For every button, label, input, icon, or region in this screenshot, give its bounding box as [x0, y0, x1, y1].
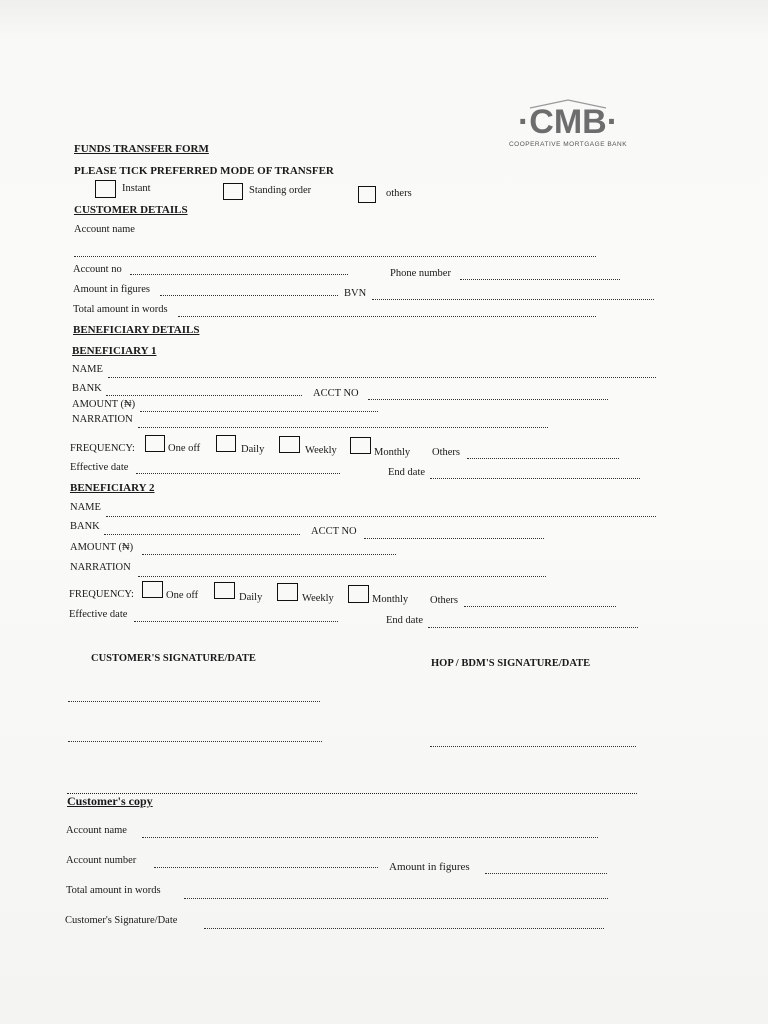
hop-signature-line[interactable]	[430, 746, 636, 747]
b2-one-off-label: One off	[166, 590, 199, 601]
b1-monthly-checkbox[interactable]	[350, 437, 371, 454]
bvn-field[interactable]	[372, 299, 654, 300]
phone-label: Phone number	[390, 268, 451, 279]
instant-label: Instant	[122, 183, 151, 194]
copy-account-name-label: Account name	[66, 825, 127, 836]
b1-acct-label: ACCT NO	[313, 388, 359, 399]
b1-name-field[interactable]	[108, 377, 656, 378]
b2-bank-label: BANK	[70, 521, 100, 532]
b1-weekly-checkbox[interactable]	[279, 436, 300, 453]
b1-amount-label: AMOUNT (₦)	[72, 399, 136, 410]
b2-weekly-label: Weekly	[302, 593, 334, 604]
b1-effective-label: Effective date	[70, 462, 129, 473]
b1-daily-label: Daily	[241, 444, 265, 455]
b2-monthly-checkbox[interactable]	[348, 585, 369, 603]
hop-signature-label: HOP / BDM'S SIGNATURE/DATE	[431, 658, 591, 669]
form-title: FUNDS TRANSFER FORM	[74, 143, 209, 155]
b2-name-label: NAME	[70, 502, 101, 513]
b2-frequency-label: FREQUENCY:	[69, 589, 134, 600]
b2-narration-label: NARRATION	[70, 562, 131, 573]
account-no-label: Account no	[73, 264, 122, 275]
amount-words-field[interactable]	[178, 316, 596, 317]
mode-heading: PLEASE TICK PREFERRED MODE OF TRANSFER	[74, 165, 334, 177]
b1-name-label: NAME	[72, 364, 103, 375]
b2-effective-field[interactable]	[134, 621, 338, 622]
copy-account-number-field[interactable]	[154, 867, 378, 868]
customer-details-heading: CUSTOMER DETAILS	[74, 204, 188, 216]
b2-daily-label: Daily	[239, 592, 263, 603]
b1-one-off-checkbox[interactable]	[145, 435, 165, 452]
bvn-label: BVN	[344, 288, 367, 299]
b2-acct-field[interactable]	[364, 538, 544, 539]
b2-one-off-checkbox[interactable]	[142, 581, 163, 598]
beneficiary-1-title: BENEFICIARY 1	[72, 345, 157, 357]
b2-bank-field[interactable]	[104, 534, 300, 535]
amount-figures-label: Amount in figures	[73, 284, 150, 295]
logo-subtitle: COOPERATIVE MORTGAGE BANK	[508, 141, 628, 148]
others-checkbox[interactable]	[358, 186, 376, 203]
standing-order-label: Standing order	[249, 185, 312, 196]
account-name-label: Account name	[74, 224, 135, 235]
logo-text: ·CMB·	[517, 103, 619, 141]
b2-narration-field[interactable]	[138, 576, 546, 577]
copy-amount-words-field[interactable]	[184, 898, 608, 899]
b1-others-field[interactable]	[467, 458, 619, 459]
b2-others-label: Others	[430, 595, 458, 606]
b1-acct-field[interactable]	[368, 399, 608, 400]
b1-narration-field[interactable]	[138, 427, 548, 428]
beneficiary-details-heading: BENEFICIARY DETAILS	[73, 324, 200, 336]
b1-one-off-label: One off	[168, 443, 201, 454]
b2-end-label: End date	[386, 615, 424, 626]
b1-narration-label: NARRATION	[72, 414, 133, 425]
copy-account-name-field[interactable]	[142, 837, 598, 838]
account-no-field[interactable]	[130, 274, 348, 275]
b1-bank-label: BANK	[72, 383, 102, 394]
customer-signature-line-1[interactable]	[68, 701, 320, 702]
b1-effective-field[interactable]	[136, 473, 340, 474]
b2-name-field[interactable]	[106, 516, 656, 517]
standing-order-checkbox[interactable]	[223, 183, 243, 200]
b1-others-label: Others	[432, 447, 460, 458]
amount-figures-field[interactable]	[160, 295, 338, 296]
b2-others-field[interactable]	[464, 606, 616, 607]
b2-end-field[interactable]	[428, 627, 638, 628]
b1-amount-field[interactable]	[140, 411, 378, 412]
copy-amount-words-label: Total amount in words	[66, 885, 161, 896]
b2-monthly-label: Monthly	[372, 594, 409, 605]
others-label: others	[386, 188, 412, 199]
b1-weekly-label: Weekly	[305, 445, 337, 456]
b2-weekly-checkbox[interactable]	[277, 583, 298, 601]
b1-end-field[interactable]	[430, 478, 640, 479]
b1-daily-checkbox[interactable]	[216, 435, 236, 452]
amount-words-label: Total amount in words	[73, 304, 168, 315]
customer-signature-label: CUSTOMER'S SIGNATURE/DATE	[91, 653, 256, 664]
phone-field[interactable]	[460, 279, 620, 280]
copy-amount-figures-label: Amount in figures	[389, 861, 470, 873]
b2-amount-label: AMOUNT (₦)	[70, 542, 134, 553]
b2-daily-checkbox[interactable]	[214, 582, 235, 599]
cmb-logo	[488, 103, 648, 153]
customer-signature-line-2[interactable]	[68, 741, 322, 742]
b1-monthly-label: Monthly	[374, 447, 411, 458]
copy-signature-field[interactable]	[204, 928, 604, 929]
b1-end-label: End date	[388, 467, 426, 478]
copy-account-number-label: Account number	[66, 855, 137, 866]
b2-acct-label: ACCT NO	[311, 526, 357, 537]
account-name-field[interactable]	[74, 256, 596, 257]
customers-copy-heading: Customer's copy	[67, 794, 153, 808]
copy-signature-label: Customer's Signature/Date	[65, 915, 178, 926]
instant-checkbox[interactable]	[95, 180, 116, 198]
b1-bank-field[interactable]	[106, 395, 302, 396]
beneficiary-2-title: BENEFICIARY 2	[70, 482, 155, 494]
b2-amount-field[interactable]	[142, 554, 396, 555]
b2-effective-label: Effective date	[69, 609, 128, 620]
copy-amount-figures-field[interactable]	[485, 873, 607, 874]
b1-frequency-label: FREQUENCY:	[70, 443, 135, 454]
